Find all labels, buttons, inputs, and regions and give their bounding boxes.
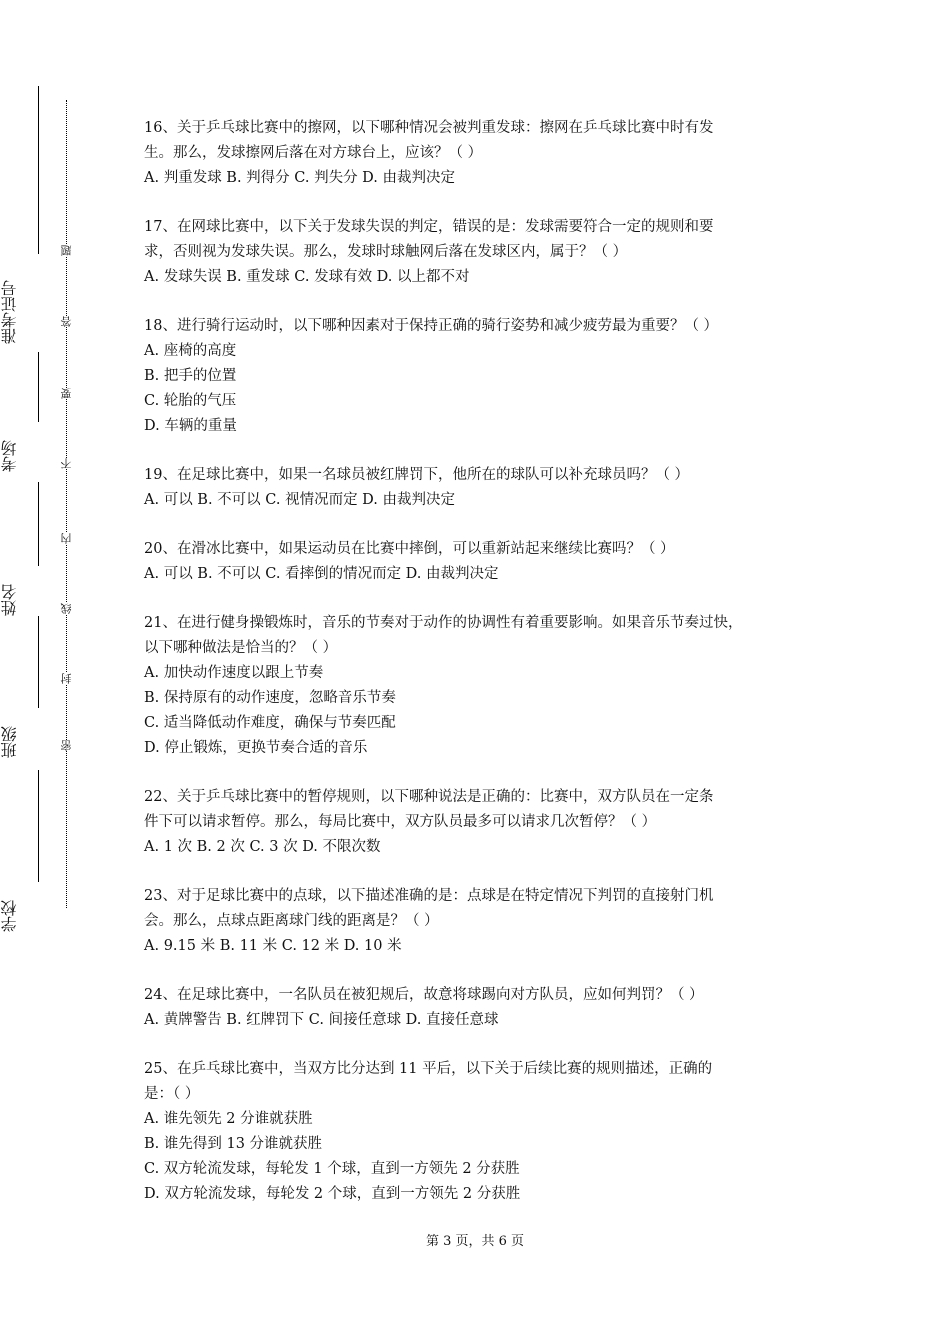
- question-text: 20、在滑冰比赛中，如果运动员在比赛中摔倒，可以重新站起来继续比赛吗？（ ）: [144, 541, 675, 557]
- seal-char-nei: 内: [60, 533, 73, 544]
- field-label-class: 班级: [0, 726, 19, 758]
- seal-char-ti: 题: [60, 245, 73, 256]
- question-option: C. 轮胎的气压: [144, 393, 237, 409]
- seal-dotted-line: [66, 100, 67, 908]
- question-options: A. 可以 B. 不可以 C. 看摔倒的情况而定 D. 由裁判决定: [144, 566, 499, 582]
- question-20: [144, 537, 824, 587]
- seal-char-mi: 密: [60, 740, 73, 751]
- question-text: 生。那么，发球擦网后落在对方球台上，应该？（ ）: [144, 145, 483, 161]
- question-text: 会。那么，点球点距离球门线的距离是？（ ）: [144, 913, 439, 929]
- question-18: [144, 314, 824, 439]
- field-line-admission-number: [38, 86, 39, 254]
- page-footer: 第 3 页，共 6 页: [425, 1234, 525, 1249]
- question-option: B. 保持原有的动作速度，忽略音乐节奏: [144, 690, 396, 706]
- seal-char-da: 答: [60, 316, 73, 327]
- question-options: A. 1 次 B. 2 次 C. 3 次 D. 不限次数: [144, 839, 381, 855]
- seal-char-feng: 封: [60, 673, 73, 684]
- question-22: [144, 785, 824, 860]
- field-label-exam-room: 考场: [0, 440, 19, 472]
- question-text: 22、关于乒乓球比赛中的暂停规则，以下哪种说法是正确的：比赛中，双方队员在一定条: [144, 789, 714, 805]
- question-17: [144, 215, 824, 290]
- question-option: C. 适当降低动作难度，确保与节奏匹配: [144, 715, 396, 731]
- field-line-class: [38, 616, 39, 708]
- question-text: 24、在足球比赛中，一名队员在被犯规后，故意将球踢向对方队员，应如何判罚？（ ）: [144, 987, 704, 1003]
- question-options: A. 可以 B. 不可以 C. 视情况而定 D. 由裁判决定: [144, 492, 456, 508]
- question-options: A. 发球失误 B. 重发球 C. 发球有效 D. 以上都不对: [144, 269, 470, 285]
- question-24: [144, 983, 824, 1033]
- question-text: 是：（ ）: [144, 1086, 200, 1102]
- question-options: A. 9.15 米 B. 11 米 C. 12 米 D. 10 米: [144, 938, 402, 954]
- question-23: [144, 884, 824, 959]
- question-19: [144, 463, 824, 513]
- question-options: A. 判重发球 B. 判得分 C. 判失分 D. 由裁判决定: [144, 170, 456, 186]
- question-option: A. 加快动作速度以跟上节奏: [144, 665, 324, 681]
- question-option: D. 双方轮流发球，每轮发 2 个球，直到一方领先 2 分获胜: [144, 1186, 521, 1202]
- question-options: A. 黄牌警告 B. 红牌罚下 C. 间接任意球 D. 直接任意球: [144, 1012, 499, 1028]
- question-21: [144, 611, 824, 761]
- question-text: 16、关于乒乓球比赛中的擦网，以下哪种情况会被判重发球：擦网在乒乓球比赛中时有发: [144, 120, 714, 136]
- field-label-admission-number: 准考证号: [0, 280, 19, 344]
- question-option: A. 谁先领先 2 分谁就获胜: [144, 1111, 313, 1127]
- question-25: [144, 1057, 824, 1207]
- question-text: 17、在网球比赛中，以下关于发球失误的判定，错误的是：发球需要符合一定的规则和要: [144, 219, 714, 235]
- question-text: 23、对于足球比赛中的点球，以下描述准确的是：点球是在特定情况下判罚的直接射门机: [144, 888, 714, 904]
- question-text: 25、在乒乓球比赛中，当双方比分达到 11 平后，以下关于后续比赛的规则描述，正确的: [144, 1061, 713, 1077]
- question-text: 件下可以请求暂停。那么，每局比赛中，双方队员最多可以请求几次暂停？（ ）: [144, 814, 657, 830]
- question-option: D. 停止锻炼，更换节奏合适的音乐: [144, 740, 368, 756]
- question-16: [144, 116, 824, 191]
- seal-char-yao: 要: [60, 388, 73, 399]
- binding-margin: [0, 0, 90, 1344]
- field-line-exam-room: [38, 352, 39, 422]
- field-label-school: 学校: [0, 900, 19, 932]
- question-option: C. 双方轮流发球，每轮发 1 个球，直到一方领先 2 分获胜: [144, 1161, 520, 1177]
- question-option: B. 把手的位置: [144, 368, 237, 384]
- question-text: 18、进行骑行运动时，以下哪种因素对于保持正确的骑行姿势和减少疲劳最为重要？（ ）: [144, 318, 719, 334]
- question-option: D. 车辆的重量: [144, 418, 237, 434]
- question-option: B. 谁先得到 13 分谁就获胜: [144, 1136, 323, 1152]
- question-text: 以下哪种做法是恰当的？（ ）: [144, 640, 338, 656]
- question-list: [144, 116, 824, 1231]
- question-text: 21、在进行健身操锻炼时，音乐的节奏对于动作的协调性有着重要影响。如果音乐节奏过快，: [144, 615, 743, 631]
- field-label-name: 姓名: [0, 584, 19, 616]
- question-text: 求，否则视为发球失误。那么，发球时球触网后落在发球区内，属于？（ ）: [144, 244, 628, 260]
- question-option: A. 座椅的高度: [144, 343, 237, 359]
- field-line-school: [38, 770, 39, 882]
- seal-char-xian: 线: [60, 603, 73, 614]
- question-text: 19、在足球比赛中，如果一名球员被红牌罚下，他所在的球队可以补充球员吗？（ ）: [144, 467, 690, 483]
- field-line-name: [38, 482, 39, 566]
- seal-char-bu: 不: [60, 458, 73, 469]
